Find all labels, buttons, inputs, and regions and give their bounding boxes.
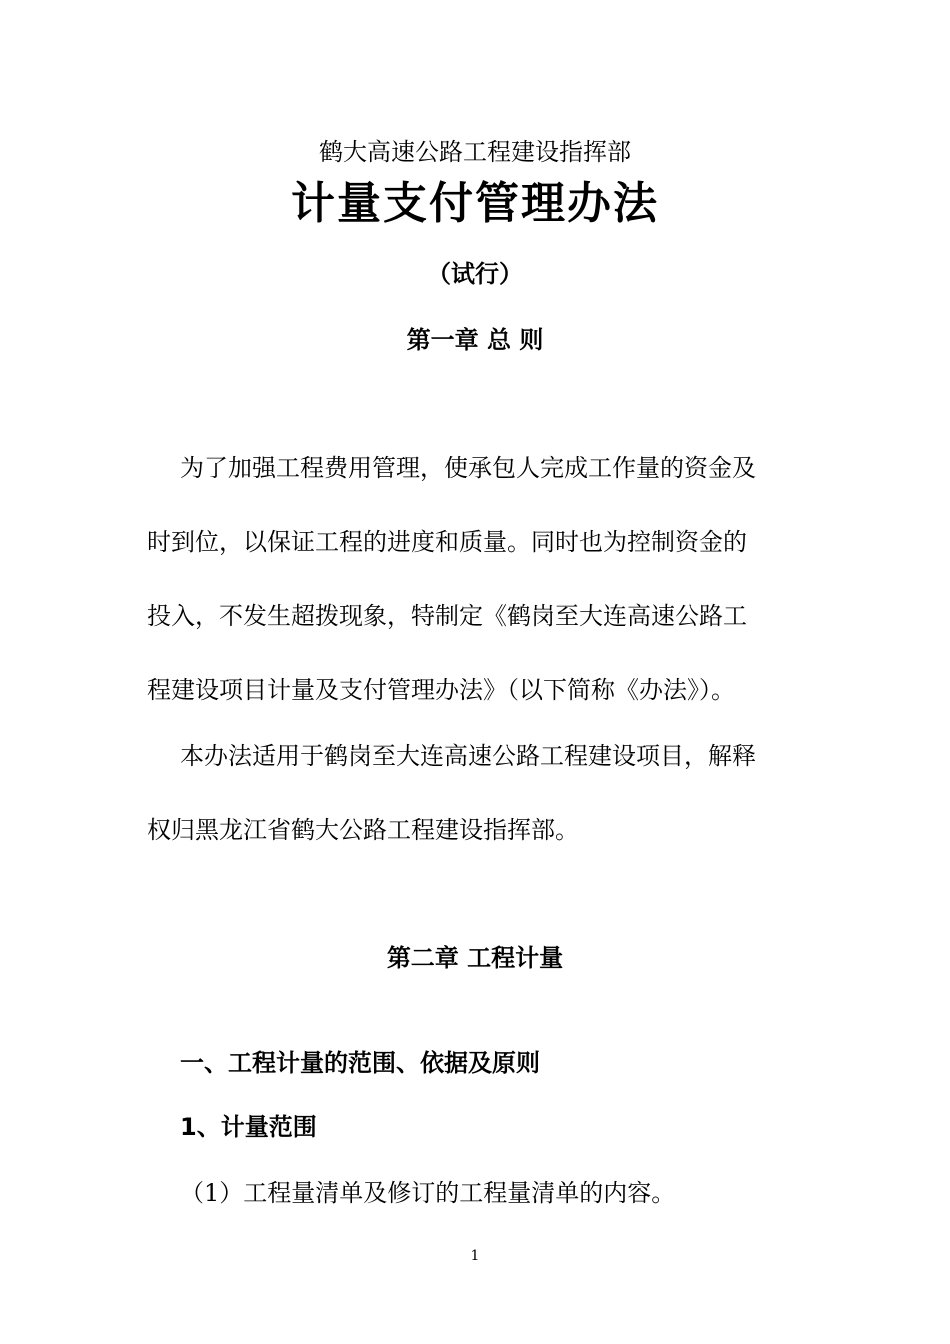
chapter-1-heading: 第一章 总 则 [406, 326, 544, 354]
paragraph-line: 投入，不发生超拨现象，特制定《鹤岗至大连高速公路工 [147, 602, 747, 630]
paragraph-line: 本办法适用于鹤岗至大连高速公路工程建设项目，解释 [180, 742, 756, 770]
list-item: （1）工程量清单及修订的工程量清单的内容。 [180, 1179, 676, 1207]
chapter-2-heading: 第二章 工程计量 [386, 944, 564, 972]
page-number: 1 [470, 1248, 480, 1264]
paragraph-line: 程建设项目计量及支付管理办法》（以下简称《办法》）。 [147, 676, 735, 704]
document-title: 计量支付管理办法 [291, 178, 659, 229]
subsection-heading: 1、计量范围 [180, 1113, 317, 1141]
organization-name: 鹤大高速公路工程建设指挥部 [319, 138, 631, 166]
paragraph-line: 时到位，以保证工程的进度和质量。同时也为控制资金的 [147, 528, 747, 556]
document-subtitle: （试行） [427, 260, 523, 288]
paragraph-line: 为了加强工程费用管理，使承包人完成工作量的资金及 [180, 454, 756, 482]
paragraph-line: 权归黑龙江省鹤大公路工程建设指挥部。 [147, 816, 579, 844]
section-heading: 一、工程计量的范围、依据及原则 [180, 1049, 540, 1077]
